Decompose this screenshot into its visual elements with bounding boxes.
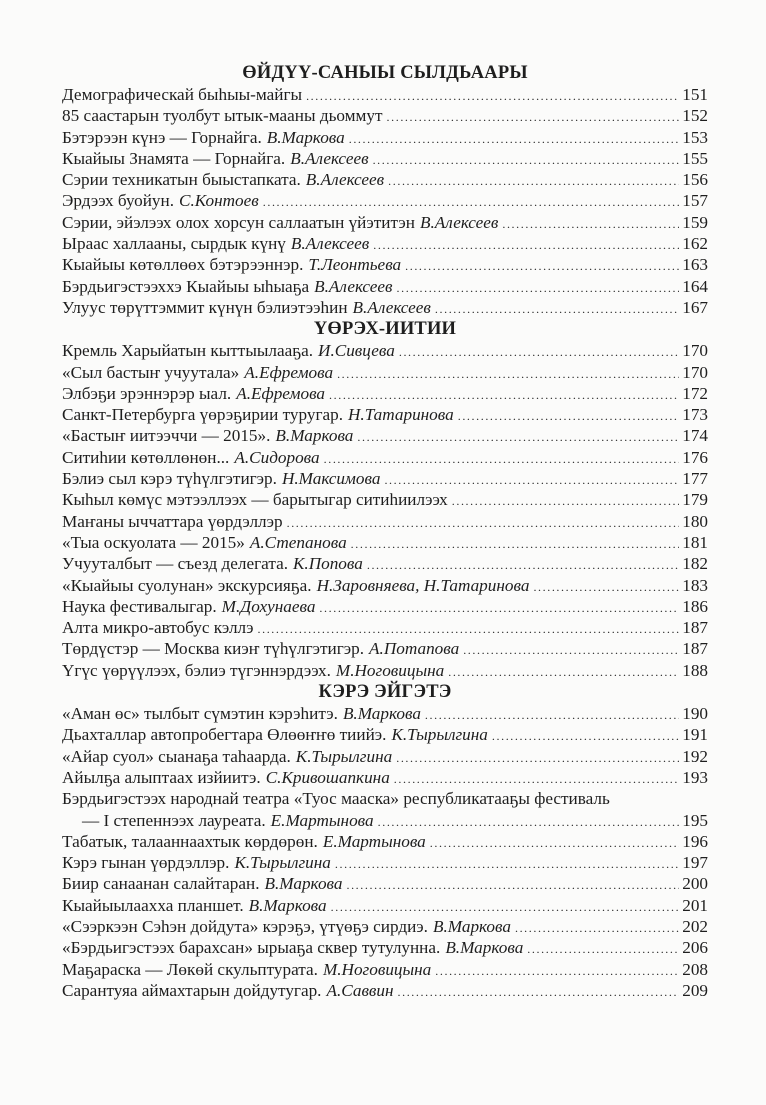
entry-title: Төрдүстэр — Москва киэҥ түһүлгэтигэр. xyxy=(62,639,365,659)
dot-leader xyxy=(533,577,679,596)
entry-author: Н.Татаринова xyxy=(348,405,454,425)
entry-title: Сарантуяа аймахтарын дойдутугар. xyxy=(62,980,322,1000)
dot-leader xyxy=(463,640,679,659)
entry-author: В.Маркова xyxy=(266,127,345,147)
dot-leader xyxy=(502,214,679,233)
entry-page-number: 153 xyxy=(682,127,708,147)
toc-entry xyxy=(62,84,708,105)
entry-author: В.Алексеев xyxy=(314,276,393,296)
dot-leader xyxy=(258,619,680,638)
toc-entry xyxy=(62,937,708,958)
toc-entry xyxy=(62,297,708,318)
dot-leader xyxy=(335,854,679,873)
entry-title: 85 саастарын туолбут ытык-мааны дьоммут xyxy=(62,106,383,126)
entry-page-number: 156 xyxy=(682,170,708,190)
entry-title: «Айар суол» сыанаҕа таһаарда. xyxy=(62,746,291,766)
dot-leader xyxy=(435,961,679,980)
entry-page-number: 174 xyxy=(682,426,708,446)
toc-entry xyxy=(62,553,708,574)
entry-author: Е.Мартынова xyxy=(322,831,426,851)
entry-page-number: 187 xyxy=(682,618,708,638)
entry-author: Е.Мартынова xyxy=(270,810,374,830)
toc-entry xyxy=(62,276,708,297)
entry-title: Сэрии техникатын быыстапката. xyxy=(62,170,301,190)
entry-page-number: 190 xyxy=(682,704,708,724)
entry-page-number: 181 xyxy=(682,532,708,552)
entry-author: В.Алексеев xyxy=(290,234,370,254)
entry-author: В.Маркова xyxy=(445,938,524,958)
entry-page-number: 182 xyxy=(682,554,708,574)
toc-entry xyxy=(62,148,708,169)
toc-entry xyxy=(62,788,708,809)
toc-entry xyxy=(62,383,708,404)
toc-entry xyxy=(62,254,708,275)
entry-author: А.Степанова xyxy=(249,532,347,552)
entry-page-number: 163 xyxy=(682,255,708,275)
toc-entry xyxy=(62,767,708,788)
entry-title: Кыайыы Знамята — Горнайга. xyxy=(62,148,286,168)
toc-entry xyxy=(62,212,708,233)
dot-leader xyxy=(405,256,679,275)
toc-entry xyxy=(62,959,708,980)
entry-title: Элбэҕи эрэннэрэр ыал. xyxy=(62,383,232,403)
entry-author: В.Маркова xyxy=(275,426,354,446)
entry-title: Бэтэрээн күнэ — Горнайга. xyxy=(62,127,262,147)
entry-page-number: 170 xyxy=(682,362,708,382)
dot-leader xyxy=(287,513,680,532)
dot-leader xyxy=(388,171,679,190)
entry-page-number: 195 xyxy=(682,810,708,830)
entry-page-number: 209 xyxy=(682,980,708,1000)
dot-leader xyxy=(349,129,679,148)
toc-entry xyxy=(62,127,708,148)
entry-page-number: 201 xyxy=(682,895,708,915)
toc-entry xyxy=(62,447,708,468)
dot-leader xyxy=(263,192,679,211)
toc-entry xyxy=(62,895,708,916)
entry-title: Бэрдьигэстээх народнай театра «Туос мааска» республикатааҕы фестиваль xyxy=(62,789,610,809)
entry-author: С.Контоев xyxy=(179,191,259,211)
entry-title: Кремль Харыйатын кыттыылааҕа. xyxy=(62,341,314,361)
entry-page-number: 164 xyxy=(682,276,708,296)
entry-title: Кыһыл көмүс мэтээллээх — барытыгар ситиһиилээх xyxy=(62,490,448,510)
dot-leader xyxy=(337,364,679,383)
entry-author: В.Алексеев xyxy=(305,170,385,190)
dot-leader xyxy=(387,107,680,126)
toc-entry xyxy=(62,340,708,361)
entry-title: Наука фестивалыгар. xyxy=(62,596,217,616)
entry-page-number: 196 xyxy=(682,831,708,851)
entry-title: Бэрдьигэстээххэ Кыайыы ыһыаҕа xyxy=(62,276,310,296)
dot-leader xyxy=(331,897,680,916)
entry-page-number: 179 xyxy=(682,490,708,510)
dot-leader xyxy=(324,449,680,468)
entry-page-number: 191 xyxy=(682,725,708,745)
dot-leader xyxy=(448,662,679,681)
dot-leader xyxy=(430,833,679,852)
dot-leader xyxy=(346,875,679,894)
entry-title: Учууталбыт — съезд делегата. xyxy=(62,554,288,574)
entry-title: «Аман өс» тылбыт сүмэтин кэрэһитэ. xyxy=(62,704,338,724)
dot-leader xyxy=(357,427,679,446)
entry-page-number: 177 xyxy=(682,469,708,489)
entry-title: Биир санаанан салайтаран. xyxy=(62,874,260,894)
dot-leader xyxy=(435,299,679,318)
entry-author: В.Маркова xyxy=(264,874,343,894)
entry-page-number: 208 xyxy=(682,959,708,979)
entry-title: Ситиһии көтөллөнөн... xyxy=(62,447,230,467)
entry-title: Бэлиэ сыл кэрэ түһүлгэтигэр. xyxy=(62,469,277,489)
dot-leader xyxy=(396,748,679,767)
toc-entry xyxy=(62,169,708,190)
entry-author: А.Потапова xyxy=(369,639,460,659)
dot-leader xyxy=(373,235,679,254)
entry-author: А.Ефремова xyxy=(244,362,334,382)
entry-author: А.Сидорова xyxy=(234,447,320,467)
dot-leader xyxy=(351,534,680,553)
entry-page-number: 167 xyxy=(682,297,708,317)
entry-page-number: 173 xyxy=(682,405,708,425)
toc-entry xyxy=(62,873,708,894)
dot-leader xyxy=(306,86,679,105)
dot-leader xyxy=(367,555,679,574)
dot-leader xyxy=(399,342,679,361)
entry-title: Айылҕа алыптаах изйиитэ. xyxy=(62,767,261,787)
entry-page-number: 192 xyxy=(682,746,708,766)
dot-leader xyxy=(378,812,680,831)
entry-page-number: 187 xyxy=(682,639,708,659)
entry-title: Улуус төрүттэммит күнүн бэлиэтээһин xyxy=(62,297,348,317)
entry-page-number: 180 xyxy=(682,511,708,531)
entry-author: В.Алексеев xyxy=(419,212,499,232)
dot-leader xyxy=(384,470,679,489)
toc-entry xyxy=(62,105,708,126)
toc-entry xyxy=(62,703,708,724)
entry-page-number: 197 xyxy=(682,853,708,873)
dot-leader xyxy=(397,278,680,297)
section-entries xyxy=(62,340,708,681)
entry-title: Үгүс үөрүүлээх, бэлиэ түгэннэрдээх. xyxy=(62,660,331,680)
dot-leader xyxy=(329,385,679,404)
toc-entry xyxy=(62,532,708,553)
toc-entry xyxy=(62,468,708,489)
entry-author: И.Сивцева xyxy=(318,341,395,361)
toc-entry xyxy=(62,852,708,873)
dot-leader xyxy=(394,769,679,788)
entry-page-number: 157 xyxy=(682,191,708,211)
toc-entry xyxy=(62,724,708,745)
dot-leader xyxy=(452,491,679,510)
table-of-contents xyxy=(62,62,708,1001)
entry-author: К.Попова xyxy=(293,554,363,574)
entry-title: Табатык, талааннаахтык көрдөрөн. xyxy=(62,831,318,851)
dot-leader xyxy=(425,705,679,724)
section-entries xyxy=(62,703,708,1001)
dot-leader xyxy=(458,406,680,425)
entry-title: Кэрэ гынан үөрдэллэр. xyxy=(62,853,230,873)
toc-entry xyxy=(62,746,708,767)
toc-entry xyxy=(62,916,708,937)
entry-page-number: 170 xyxy=(682,341,708,361)
entry-author: Н.Заровняева, Н.Татаринова xyxy=(316,575,530,595)
entry-author: А.Саввин xyxy=(326,980,394,1000)
entry-page-number: 155 xyxy=(682,148,708,168)
entry-title: Дьахталлар автопробегтара Өлөөҥҥө тиийэ. xyxy=(62,725,387,745)
toc-entry xyxy=(62,617,708,638)
section-title: КЭРЭ ЭЙГЭТЭ xyxy=(318,682,452,703)
entry-page-number: 193 xyxy=(682,767,708,787)
toc-entry xyxy=(62,638,708,659)
entry-author: С.Кривошапкина xyxy=(265,767,390,787)
entry-author: М.Дохунаева xyxy=(221,596,316,616)
entry-page-number: 200 xyxy=(682,874,708,894)
toc-entry xyxy=(62,425,708,446)
entry-author: К.Тырылгина xyxy=(234,853,331,873)
toc-entry xyxy=(62,596,708,617)
entry-title: «Сээркээн Сэһэн дойдута» кэрэҕэ, үтүөҕэ сирдиэ. xyxy=(62,916,428,936)
entry-page-number: 152 xyxy=(682,106,708,126)
entry-title: Маҥаны ыччаттара үөрдэллэр xyxy=(62,511,283,531)
entry-author: М.Ноговицына xyxy=(322,959,432,979)
toc-entry xyxy=(62,511,708,532)
section-title: ҮӨРЭХ-ИИТИИ xyxy=(313,319,457,340)
entry-page-number: 176 xyxy=(682,447,708,467)
toc-entry xyxy=(62,810,708,831)
entry-author: Т.Леонтьева xyxy=(308,255,402,275)
toc-entry xyxy=(62,660,708,681)
entry-page-number: 151 xyxy=(682,85,708,104)
toc-entry xyxy=(62,980,708,1001)
entry-author: В.Алексеев xyxy=(290,148,369,168)
dot-leader xyxy=(398,982,680,1001)
entry-title: Ыраас халлааны, сырдык күнү xyxy=(62,234,286,254)
entry-page-number: 183 xyxy=(682,575,708,595)
entry-title: «Тыа оскуолата — 2015» xyxy=(62,532,245,552)
dot-leader xyxy=(492,726,679,745)
entry-page-number: 202 xyxy=(682,916,708,936)
entry-page-number: 159 xyxy=(682,212,708,232)
dot-leader xyxy=(527,939,679,958)
toc-entry xyxy=(62,404,708,425)
dot-leader xyxy=(319,598,679,617)
entry-author: К.Тырылгина xyxy=(391,725,488,745)
entry-author: А.Ефремова xyxy=(236,383,326,403)
dot-leader xyxy=(373,150,680,169)
section-entries xyxy=(62,84,708,318)
dot-leader xyxy=(515,918,679,937)
entry-title: Сэрии, эйэлээх олох хорсун саллаатын үйэтитэн xyxy=(62,212,415,232)
entry-title: «Бастыҥ иитээччи — 2015». xyxy=(62,426,271,446)
entry-title: Кыайыылаахха планшет. xyxy=(62,895,244,915)
section-title: ӨЙДҮҮ-САНЫЫ СЫЛДЬААРЫ xyxy=(242,63,528,83)
entry-author: К.Тырылгина xyxy=(295,746,393,766)
entry-title: Эрдээх буойун. xyxy=(62,191,174,211)
entry-title: «Сыл бастыҥ учуутала» xyxy=(62,362,240,382)
toc-entry xyxy=(62,233,708,254)
entry-page-number: 206 xyxy=(682,938,708,958)
entry-page-number: 186 xyxy=(682,596,708,616)
entry-title: Демографическай быһыы-майгы xyxy=(62,85,303,104)
entry-title: Кыайыы көтөллөөх бэтэрээннэр. xyxy=(62,255,304,275)
entry-page-number: 172 xyxy=(682,383,708,403)
entry-page-number: 188 xyxy=(682,660,708,680)
entry-author: Н.Максимова xyxy=(281,469,381,489)
entry-title: «Бэрдьигэстээх барахсан» ырыаҕа сквер тутулунна. xyxy=(62,938,441,958)
entry-title: Маҕараска — Лөкөй скульптурата. xyxy=(62,959,318,979)
toc-entry xyxy=(62,489,708,510)
entry-title: Алта микро-автобус кэллэ xyxy=(62,618,254,638)
entry-author: В.Маркова xyxy=(342,704,421,724)
entry-author: М.Ноговицына xyxy=(335,660,445,680)
entry-page-number: 162 xyxy=(682,234,708,254)
entry-title: — I степеннээх лауреата. xyxy=(82,810,266,830)
entry-author: В.Алексеев xyxy=(352,297,431,317)
entry-author: В.Маркова xyxy=(248,895,327,915)
toc-entry xyxy=(62,190,708,211)
entry-title: «Кыайыы суолунан» экскурсияҕа. xyxy=(62,575,312,595)
toc-entry xyxy=(62,575,708,596)
toc-entry xyxy=(62,362,708,383)
toc-entry xyxy=(62,831,708,852)
entry-author: В.Маркова xyxy=(432,916,511,936)
entry-title: Санкт-Петербурга үөрэҕирии туругар. xyxy=(62,405,344,425)
